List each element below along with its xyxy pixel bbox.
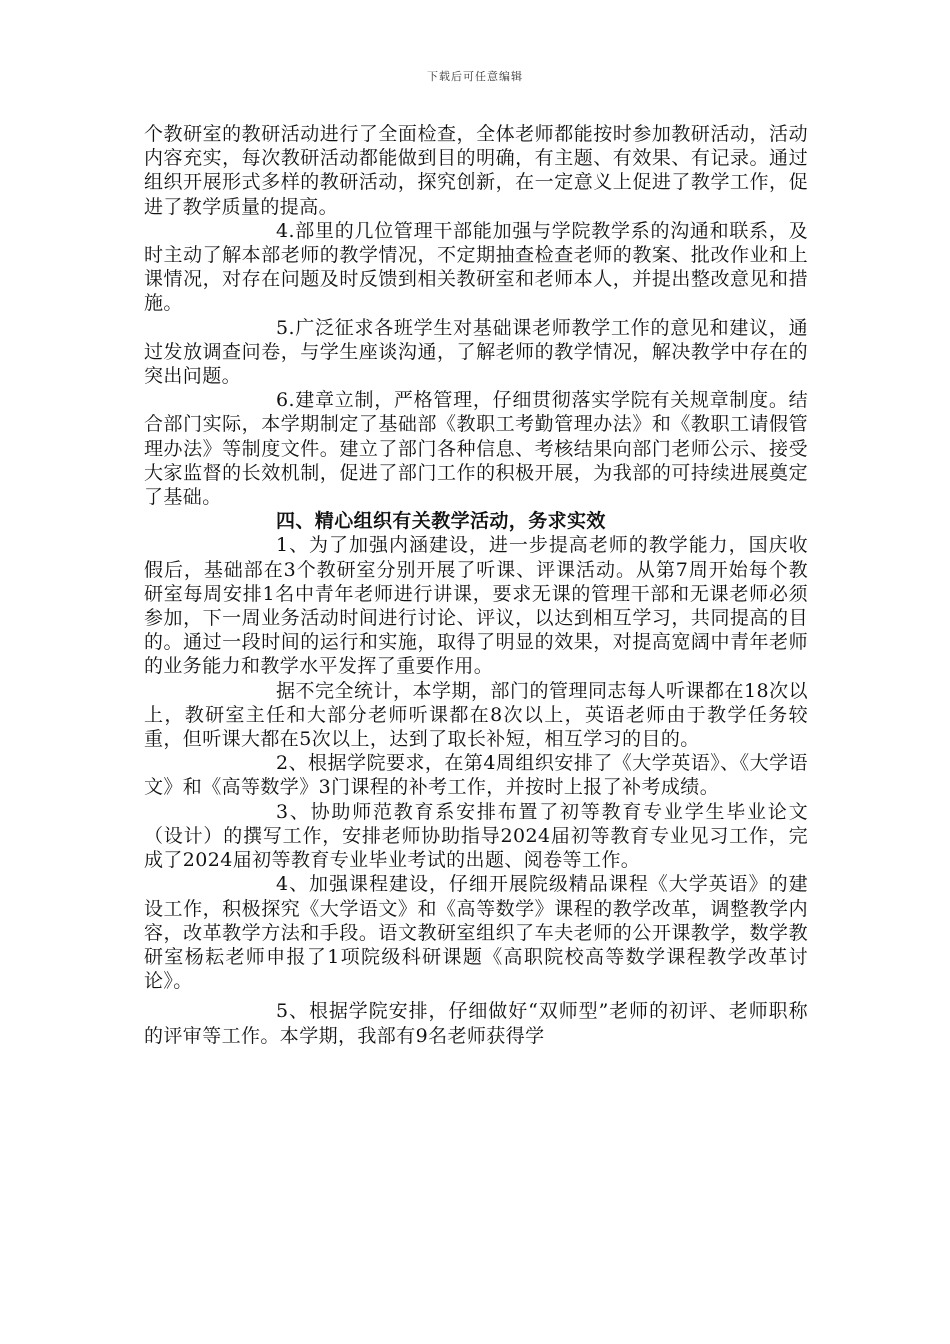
paragraph-activity-5: 5、根据学院安排，仔细做好“双师型”老师的初评、老师职称的评审等工作。本学期，我部有9名老师获得学	[144, 1000, 808, 1047]
paragraph-activity-3: 3、协助师范教育系安排布置了初等教育专业学生毕业论文（设计）的撰写工作，安排老师协助指导2024届初等教育专业见习工作，完成了2024届初等教育专业毕业考试的出题、阅卷等工作。	[144, 800, 808, 872]
paragraph-activity-1: 1、为了加强内涵建设，进一步提高老师的教学能力，国庆收假后，基础部在3个教研室分别开展了听课、评课活动。从第7周开始每个教研室每周安排1名中青年老师进行讲课，要求无课的管理干部和无课老师必须参加，下一周业务活动时间进行讨论、评议，以达到相互学习，共同提高的目的。通过一段时间的运行和实施，取得了明显的效果，对提高宽阔中青年老师的业务能力和教学水平发挥了重要作用。	[144, 534, 808, 678]
paragraph-item-6: 6.建章立制，严格管理，仔细贯彻落实学院有关规章制度。结合部门实际，本学期制定了基础部《教职工考勤管理办法》和《教职工请假管理办法》等制度文件。建立了部门各种信息、考核结果向部门老师公示、接受大家监督的长效机制，促进了部门工作的积极开展，为我部的可持续进展奠定了基础。	[144, 389, 808, 509]
paragraph-item-4: 4.部里的几位管理干部能加强与学院教学系的沟通和联系，及时主动了解本部老师的教学情况，不定期抽查检查老师的教案、批改作业和上课情况，对存在问题及时反馈到相关教研室和老师本人，并提出整改意见和措施。	[144, 219, 808, 315]
paragraph-activity-2: 2、根据学院要求，在第4周组织安排了《大学英语》、《大学语文》和《高等数学》3门课程的补考工作，并按时上报了补考成绩。	[144, 752, 808, 799]
paragraph-continuation: 个教研室的教研活动进行了全面检查，全体老师都能按时参加教研活动，活动内容充实，每次教研活动都能做到目的明确，有主题、有效果、有记录。通过组织开展形式多样的教研活动，探究创新，在一定意义上促进了教学工作，促进了教学质量的提高。	[144, 123, 808, 218]
paragraph-item-5: 5.广泛征求各班学生对基础课老师教学工作的意见和建议，通过发放调查问卷，与学生座谈沟通，了解老师的教学情况，解决教学中存在的突出问题。	[144, 316, 808, 388]
page-header-note: 下载后可任意编辑	[427, 70, 523, 83]
paragraph-activity-4: 4、加强课程建设，仔细开展院级精品课程《大学英语》的建设工作，积极探究《大学语文》和《高等数学》课程的教学改革，调整教学内容，改革教学方法和手段。语文教研室组织了车夫老师的公开课教学，数学教研室杨耘老师申报了1项院级科研课题《高职院校高等数学课程教学改革讨论》。	[144, 873, 808, 993]
section-heading-4: 四、精心组织有关教学活动，务求实效	[276, 510, 606, 533]
document-body	[144, 122, 808, 1048]
paragraph-statistics: 据不完全统计，本学期，部门的管理同志每人听课都在18次以上，教研室主任和大部分老师听课都在8次以上，英语老师由于教学任务较重，但听课大都在5次以上，达到了取长补短，相互学习的目的。	[144, 679, 808, 751]
